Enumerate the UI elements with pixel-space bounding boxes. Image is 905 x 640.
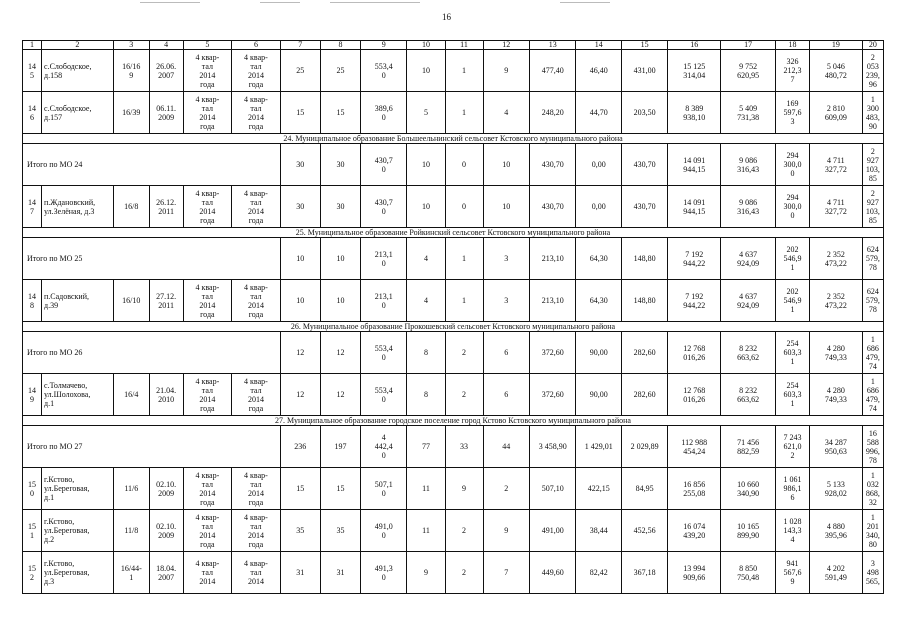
cell-col-2: п.Ждановский, ул.Зелёная, д.3 — [42, 186, 114, 228]
total-row — [23, 144, 884, 186]
cell-col-17: 10 660 340,90 — [721, 468, 776, 510]
cell-col-6: 4 квар- тал 2014 года — [232, 186, 281, 228]
total-cell-col-16: 12 768 016,26 — [668, 332, 721, 374]
cell-col-7: 30 — [280, 186, 320, 228]
cell-col-3: 16/10 — [113, 280, 149, 322]
cell-col-2: г.Кстово, ул.Береговая, д.2 — [42, 510, 114, 552]
total-cell-col-8: 10 — [320, 238, 360, 280]
cell-col-15: 431,00 — [621, 50, 667, 92]
cell-col-5: 4 квар- тал 2014 года — [183, 92, 232, 134]
section-row — [23, 134, 884, 144]
cell-col-1: 14 5 — [23, 50, 42, 92]
total-cell-col-9: 430,7 0 — [361, 144, 407, 186]
cell-col-10: 8 — [407, 374, 445, 416]
cell-col-13: 491,00 — [530, 510, 576, 552]
cell-col-11: 2 — [445, 552, 483, 594]
cell-col-17: 5 409 731,38 — [721, 92, 776, 134]
cell-col-16: 15 125 314,04 — [668, 50, 721, 92]
total-cell-col-9: 4 442,4 0 — [361, 426, 407, 468]
total-cell-col-18: 294 300,0 0 — [776, 144, 810, 186]
column-header-18: 18 — [776, 41, 810, 50]
cell-col-14: 46,40 — [576, 50, 621, 92]
cell-col-12: 9 — [483, 50, 529, 92]
total-cell-col-8: 197 — [320, 426, 360, 468]
cell-col-6: 4 квар- тал 2014 года — [232, 50, 281, 92]
cell-col-8: 15 — [320, 468, 360, 510]
total-cell-col-19: 4 711 327,72 — [809, 144, 862, 186]
cell-col-11: 2 — [445, 510, 483, 552]
total-label: Итого по МО 24 — [23, 144, 281, 186]
total-cell-col-13: 430,70 — [530, 144, 576, 186]
cell-col-14: 422,15 — [576, 468, 621, 510]
cell-col-12: 10 — [483, 186, 529, 228]
total-cell-col-17: 9 086 316,43 — [721, 144, 776, 186]
total-cell-col-15: 148,80 — [621, 238, 667, 280]
total-cell-col-11: 2 — [445, 332, 483, 374]
table-row — [23, 50, 884, 92]
cell-col-7: 15 — [280, 92, 320, 134]
cell-col-8: 15 — [320, 92, 360, 134]
cell-col-17: 8 850 750,48 — [721, 552, 776, 594]
table-row — [23, 186, 884, 228]
cell-col-6: 4 квар- тал 2014 года — [232, 92, 281, 134]
cell-col-1: 14 7 — [23, 186, 42, 228]
total-label: Итого по МО 27 — [23, 426, 281, 468]
total-cell-col-19: 4 280 749,33 — [809, 332, 862, 374]
column-header-16: 16 — [668, 41, 721, 50]
cell-col-4: 06.11. 2009 — [149, 92, 183, 134]
total-cell-col-15: 282,60 — [621, 332, 667, 374]
cell-col-10: 10 — [407, 186, 445, 228]
total-cell-col-20: 16 588 996, 78 — [862, 426, 883, 468]
column-header-2: 2 — [42, 41, 114, 50]
cell-col-19: 2 352 473,22 — [809, 280, 862, 322]
total-cell-col-15: 2 029,89 — [621, 426, 667, 468]
cell-col-11: 1 — [445, 280, 483, 322]
cell-col-4: 27.12. 2011 — [149, 280, 183, 322]
cell-col-16: 12 768 016,26 — [668, 374, 721, 416]
cell-col-13: 449,60 — [530, 552, 576, 594]
cell-col-9: 553,4 0 — [361, 374, 407, 416]
cell-col-10: 11 — [407, 510, 445, 552]
total-cell-col-7: 236 — [280, 426, 320, 468]
cell-col-4: 26.12. 2011 — [149, 186, 183, 228]
cell-col-8: 10 — [320, 280, 360, 322]
cell-col-18: 941 567,6 9 — [776, 552, 810, 594]
cell-col-14: 90,00 — [576, 374, 621, 416]
table-row — [23, 468, 884, 510]
total-cell-col-8: 30 — [320, 144, 360, 186]
cell-col-19: 5 133 928,02 — [809, 468, 862, 510]
cell-col-13: 372,60 — [530, 374, 576, 416]
cell-col-8: 30 — [320, 186, 360, 228]
cell-col-20: 1 300 483, 90 — [862, 92, 883, 134]
cell-col-12: 4 — [483, 92, 529, 134]
total-cell-col-10: 77 — [407, 426, 445, 468]
cell-col-9: 491,3 0 — [361, 552, 407, 594]
cell-col-20: 624 579, 78 — [862, 280, 883, 322]
total-cell-col-17: 71 456 882,59 — [721, 426, 776, 468]
total-cell-col-13: 213,10 — [530, 238, 576, 280]
total-cell-col-12: 44 — [483, 426, 529, 468]
table-row — [23, 374, 884, 416]
total-cell-col-10: 8 — [407, 332, 445, 374]
table-row — [23, 92, 884, 134]
cell-col-13: 213,10 — [530, 280, 576, 322]
cell-col-2: п.Садовский, д.39 — [42, 280, 114, 322]
cell-col-10: 5 — [407, 92, 445, 134]
total-cell-col-10: 10 — [407, 144, 445, 186]
cell-col-8: 12 — [320, 374, 360, 416]
total-cell-col-13: 372,60 — [530, 332, 576, 374]
cell-col-12: 6 — [483, 374, 529, 416]
cell-col-16: 16 074 439,20 — [668, 510, 721, 552]
total-cell-col-15: 430,70 — [621, 144, 667, 186]
cell-col-4: 02.10. 2009 — [149, 468, 183, 510]
cell-col-15: 367,18 — [621, 552, 667, 594]
cell-col-17: 9 086 316,43 — [721, 186, 776, 228]
total-cell-col-20: 1 686 479, 74 — [862, 332, 883, 374]
cell-col-18: 202 546,9 1 — [776, 280, 810, 322]
section-row — [23, 228, 884, 238]
cell-col-6: 4 квар- тал 2014 года — [232, 280, 281, 322]
cell-col-15: 84,95 — [621, 468, 667, 510]
column-header-12: 12 — [483, 41, 529, 50]
column-header-3: 3 — [113, 41, 149, 50]
cell-col-19: 4 880 395,96 — [809, 510, 862, 552]
cell-col-19: 5 046 480,72 — [809, 50, 862, 92]
column-header-14: 14 — [576, 41, 621, 50]
cell-col-7: 12 — [280, 374, 320, 416]
cell-col-10: 10 — [407, 50, 445, 92]
total-cell-col-12: 6 — [483, 332, 529, 374]
cell-col-9: 491,0 0 — [361, 510, 407, 552]
cell-col-9: 213,1 0 — [361, 280, 407, 322]
total-cell-col-7: 10 — [280, 238, 320, 280]
total-cell-col-14: 1 429,01 — [576, 426, 621, 468]
cell-col-5: 4 квар- тал 2014 года — [183, 468, 232, 510]
cell-col-19: 4 202 591,49 — [809, 552, 862, 594]
cell-col-13: 248,20 — [530, 92, 576, 134]
cell-col-12: 9 — [483, 510, 529, 552]
cell-col-3: 16/44- 1 — [113, 552, 149, 594]
cell-col-4: 21.04. 2010 — [149, 374, 183, 416]
column-header-8: 8 — [320, 41, 360, 50]
cell-col-16: 14 091 944,15 — [668, 186, 721, 228]
cell-col-2: г.Кстово, ул.Береговая, д.1 — [42, 468, 114, 510]
total-cell-col-9: 553,4 0 — [361, 332, 407, 374]
cell-col-1: 14 9 — [23, 374, 42, 416]
cell-col-11: 0 — [445, 186, 483, 228]
cell-col-5: 4 квар- тал 2014 года — [183, 186, 232, 228]
cell-col-11: 2 — [445, 374, 483, 416]
total-cell-col-13: 3 458,90 — [530, 426, 576, 468]
cell-col-4: 18.04. 2007 — [149, 552, 183, 594]
total-cell-col-18: 254 603,3 1 — [776, 332, 810, 374]
cell-col-15: 148,80 — [621, 280, 667, 322]
table-row — [23, 552, 884, 594]
cell-col-12: 3 — [483, 280, 529, 322]
section-row — [23, 322, 884, 332]
cell-col-5: 4 квар- тал 2014 года — [183, 280, 232, 322]
total-cell-col-12: 10 — [483, 144, 529, 186]
cell-col-19: 4 711 327,72 — [809, 186, 862, 228]
cell-col-11: 1 — [445, 92, 483, 134]
total-cell-col-16: 14 091 944,15 — [668, 144, 721, 186]
cell-col-9: 507,1 0 — [361, 468, 407, 510]
total-cell-col-14: 64,30 — [576, 238, 621, 280]
column-header-row — [23, 41, 884, 50]
cell-col-20: 3 498 565, — [862, 552, 883, 594]
total-cell-col-17: 4 637 924,09 — [721, 238, 776, 280]
total-row — [23, 332, 884, 374]
cell-col-3: 16/8 — [113, 186, 149, 228]
page-number: 16 — [442, 12, 451, 22]
cell-col-15: 430,70 — [621, 186, 667, 228]
cell-col-18: 169 597,6 3 — [776, 92, 810, 134]
column-header-13: 13 — [530, 41, 576, 50]
cell-col-18: 1 028 143,3 4 — [776, 510, 810, 552]
cell-col-12: 2 — [483, 468, 529, 510]
total-cell-col-16: 112 988 454,24 — [668, 426, 721, 468]
main-table — [22, 40, 884, 594]
column-header-20: 20 — [862, 41, 883, 50]
cell-col-1: 15 1 — [23, 510, 42, 552]
cell-col-10: 9 — [407, 552, 445, 594]
total-cell-col-10: 4 — [407, 238, 445, 280]
total-cell-col-11: 0 — [445, 144, 483, 186]
cell-col-14: 0,00 — [576, 186, 621, 228]
cell-col-2: г.Кстово, ул.Береговая, д.3 — [42, 552, 114, 594]
cell-col-7: 35 — [280, 510, 320, 552]
cell-col-20: 1 686 479, 74 — [862, 374, 883, 416]
total-label: Итого по МО 25 — [23, 238, 281, 280]
cell-col-19: 4 280 749,33 — [809, 374, 862, 416]
cell-col-18: 326 212,3 7 — [776, 50, 810, 92]
cell-col-17: 8 232 663,62 — [721, 374, 776, 416]
total-cell-col-16: 7 192 944,22 — [668, 238, 721, 280]
cell-col-14: 82,42 — [576, 552, 621, 594]
cell-col-16: 7 192 944,22 — [668, 280, 721, 322]
cell-col-7: 31 — [280, 552, 320, 594]
cell-col-5: 4 квар- тал 2014 года — [183, 374, 232, 416]
cell-col-20: 2 927 103, 85 — [862, 186, 883, 228]
cell-col-1: 15 0 — [23, 468, 42, 510]
cell-col-7: 25 — [280, 50, 320, 92]
scan-marks — [0, 0, 905, 6]
total-cell-col-17: 8 232 663,62 — [721, 332, 776, 374]
column-header-6: 6 — [232, 41, 281, 50]
section-row — [23, 416, 884, 426]
cell-col-5: 4 квар- тал 2014 года — [183, 50, 232, 92]
cell-col-19: 2 810 609,09 — [809, 92, 862, 134]
column-header-17: 17 — [721, 41, 776, 50]
section-heading: 27. Муниципальное образование городское поселение город Кстово Кстовского муниципального района — [23, 416, 884, 426]
section-heading: 26. Муниципальное образование Прокошевский сельсовет Кстовского муниципального района — [23, 322, 884, 332]
cell-col-15: 282,60 — [621, 374, 667, 416]
cell-col-3: 16/4 — [113, 374, 149, 416]
cell-col-13: 430,70 — [530, 186, 576, 228]
column-header-4: 4 — [149, 41, 183, 50]
cell-col-6: 4 квар- тал 2014 — [232, 552, 281, 594]
total-cell-col-19: 2 352 473,22 — [809, 238, 862, 280]
total-cell-col-14: 0,00 — [576, 144, 621, 186]
cell-col-8: 35 — [320, 510, 360, 552]
cell-col-1: 15 2 — [23, 552, 42, 594]
cell-col-16: 13 994 909,66 — [668, 552, 721, 594]
cell-col-18: 254 603,3 1 — [776, 374, 810, 416]
column-header-11: 11 — [445, 41, 483, 50]
total-cell-col-12: 3 — [483, 238, 529, 280]
cell-col-4: 26.06. 2007 — [149, 50, 183, 92]
cell-col-6: 4 квар- тал 2014 года — [232, 468, 281, 510]
total-cell-col-7: 30 — [280, 144, 320, 186]
cell-col-14: 38,44 — [576, 510, 621, 552]
cell-col-14: 64,30 — [576, 280, 621, 322]
cell-col-10: 4 — [407, 280, 445, 322]
cell-col-16: 16 856 255,08 — [668, 468, 721, 510]
table-row — [23, 280, 884, 322]
cell-col-6: 4 квар- тал 2014 года — [232, 374, 281, 416]
cell-col-2: с.Слободское, д.157 — [42, 92, 114, 134]
cell-col-1: 14 8 — [23, 280, 42, 322]
cell-col-9: 430,7 0 — [361, 186, 407, 228]
table-row — [23, 510, 884, 552]
cell-col-17: 4 637 924,09 — [721, 280, 776, 322]
column-header-1: 1 — [23, 41, 42, 50]
cell-col-9: 389,6 0 — [361, 92, 407, 134]
total-cell-col-14: 90,00 — [576, 332, 621, 374]
cell-col-18: 1 061 986,1 6 — [776, 468, 810, 510]
total-label: Итого по МО 26 — [23, 332, 281, 374]
cell-col-1: 14 6 — [23, 92, 42, 134]
cell-col-14: 44,70 — [576, 92, 621, 134]
cell-col-9: 553,4 0 — [361, 50, 407, 92]
cell-col-7: 10 — [280, 280, 320, 322]
cell-col-6: 4 квар- тал 2014 года — [232, 510, 281, 552]
cell-col-2: с.Толмачево, ул.Шолохова, д.1 — [42, 374, 114, 416]
total-cell-col-20: 624 579, 78 — [862, 238, 883, 280]
column-header-15: 15 — [621, 41, 667, 50]
cell-col-2: с.Слободское, д.158 — [42, 50, 114, 92]
cell-col-3: 11/6 — [113, 468, 149, 510]
cell-col-15: 452,56 — [621, 510, 667, 552]
total-cell-col-9: 213,1 0 — [361, 238, 407, 280]
cell-col-15: 203,50 — [621, 92, 667, 134]
cell-col-3: 16/39 — [113, 92, 149, 134]
cell-col-3: 16/16 9 — [113, 50, 149, 92]
cell-col-20: 2 053 239, 96 — [862, 50, 883, 92]
total-row — [23, 426, 884, 468]
section-heading: 25. Муниципальное образование Ройкинский сельсовет Кстовского муниципального района — [23, 228, 884, 238]
column-header-19: 19 — [809, 41, 862, 50]
total-cell-col-20: 2 927 103, 85 — [862, 144, 883, 186]
section-heading: 24. Муниципальное образование Большеельнинский сельсовет Кстовского муниципального района — [23, 134, 884, 144]
cell-col-10: 11 — [407, 468, 445, 510]
cell-col-17: 9 752 620,95 — [721, 50, 776, 92]
cell-col-13: 477,40 — [530, 50, 576, 92]
total-cell-col-7: 12 — [280, 332, 320, 374]
cell-col-17: 10 165 899,90 — [721, 510, 776, 552]
cell-col-20: 1 201 340, 80 — [862, 510, 883, 552]
cell-col-5: 4 квар- тал 2014 года — [183, 510, 232, 552]
cell-col-11: 9 — [445, 468, 483, 510]
column-header-10: 10 — [407, 41, 445, 50]
total-cell-col-11: 1 — [445, 238, 483, 280]
total-cell-col-8: 12 — [320, 332, 360, 374]
cell-col-8: 25 — [320, 50, 360, 92]
cell-col-12: 7 — [483, 552, 529, 594]
column-header-7: 7 — [280, 41, 320, 50]
total-row — [23, 238, 884, 280]
total-cell-col-18: 202 546,9 1 — [776, 238, 810, 280]
cell-col-18: 294 300,0 0 — [776, 186, 810, 228]
cell-col-7: 15 — [280, 468, 320, 510]
column-header-9: 9 — [361, 41, 407, 50]
total-cell-col-18: 7 243 621,0 2 — [776, 426, 810, 468]
cell-col-3: 11/8 — [113, 510, 149, 552]
cell-col-13: 507,10 — [530, 468, 576, 510]
cell-col-11: 1 — [445, 50, 483, 92]
column-header-5: 5 — [183, 41, 232, 50]
cell-col-5: 4 квар- тал 2014 — [183, 552, 232, 594]
cell-col-4: 02.10. 2009 — [149, 510, 183, 552]
cell-col-16: 8 389 938,10 — [668, 92, 721, 134]
cell-col-8: 31 — [320, 552, 360, 594]
total-cell-col-11: 33 — [445, 426, 483, 468]
cell-col-20: 1 032 868, 32 — [862, 468, 883, 510]
total-cell-col-19: 34 287 950,63 — [809, 426, 862, 468]
